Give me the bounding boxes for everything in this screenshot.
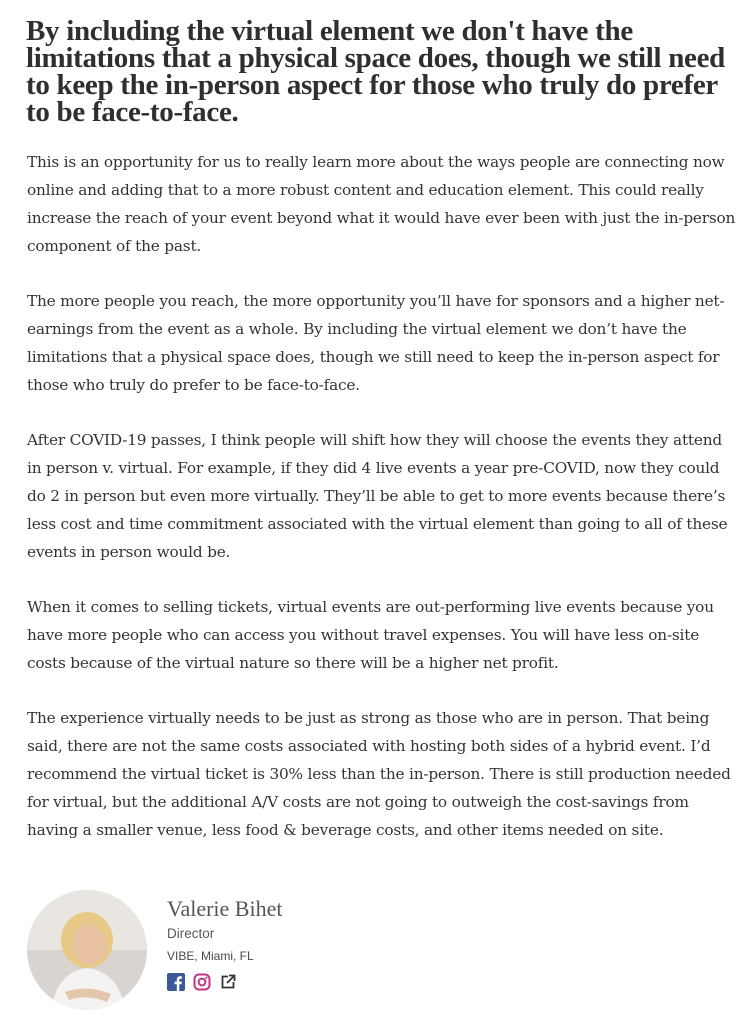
article-body — [27, 148, 737, 871]
social-links — [167, 973, 237, 991]
paragraph: The more people you reach, the more opportunity you’ll have for sponsors and a higher net-earnings from the event as a whole. By including the virtual element we don’t have the limitations that a physical space does, though we still need to keep the in-person aspect for those who truly do prefer to be face-to-face. — [27, 292, 725, 394]
paragraph: After COVID-19 passes, I think people will shift how they will choose the events they attend in person v. virtual. For example, if they did 4 live events a year pre-COVID, now they could do 2 in person but even more virtually. They’ll be able to get to more events because there’s less cost and time commitment associated with the virtual element than going to all of these events in person would be. — [27, 431, 728, 561]
pull-quote-headline: By including the virtual element we don't have the limitations that a physical space does, though we still need to keep the in-person aspect for those who truly do prefer to be face-to-face. — [26, 15, 726, 128]
author-title: Director — [167, 926, 215, 941]
author-name: Valerie Bihet — [167, 896, 283, 921]
instagram-icon[interactable] — [193, 973, 211, 991]
author-card — [27, 888, 727, 1012]
external-link-icon[interactable] — [219, 973, 237, 991]
author-organization: VIBE, Miami, FL — [167, 949, 254, 963]
facebook-icon[interactable] — [167, 973, 185, 991]
paragraph: This is an opportunity for us to really learn more about the ways people are connecting now online and adding that to a more robust content and education element. This could really increase the reach of your event beyond what it would have ever been with just the in-person component of the past. — [27, 153, 736, 255]
paragraph: When it comes to selling tickets, virtual events are out-performing live events because you have more people who can access you without travel expenses. You will have less on-site costs because of the virtual nature so there will be a higher net profit. — [27, 598, 714, 672]
author-avatar — [27, 890, 147, 1010]
paragraph: The experience virtually needs to be just as strong as those who are in person. That being said, there are not the same costs associated with hosting both sides of a hybrid event. I’d recommend the virtual ticket is 30% less than the in-person. There is still production needed for virtual, but the additional A/V costs are not going to outweigh the cost-savings from having a smaller venue, less food & beverage costs, and other items needed on site. — [27, 709, 731, 839]
